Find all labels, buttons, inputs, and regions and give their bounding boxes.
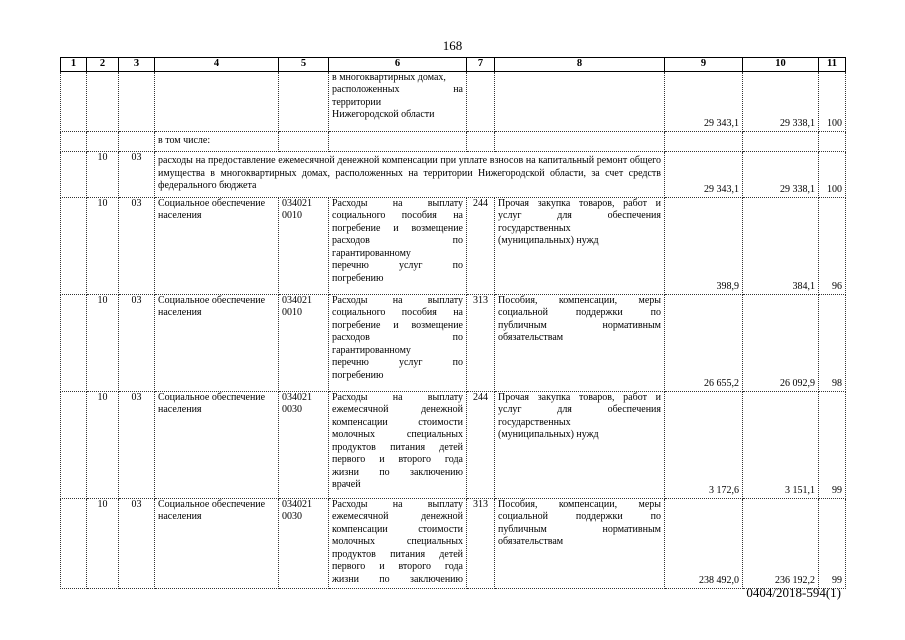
expense-description: в многоквартирных домах, расположенных на территории Нижегородской области: [329, 71, 467, 131]
amount-planned: 3 172,6: [665, 391, 743, 498]
percent-executed: 100: [819, 71, 846, 131]
target-article-code: 034021 0010: [279, 197, 329, 294]
header-cell: 2: [87, 58, 119, 72]
expense-type-name: Прочая закупка товаров, работ и услуг для обеспечения государственных (муниципальных) нужд: [495, 391, 665, 498]
expense-type-name: Пособия, компенсации, меры социальной поддержки по публичным нормативным обязательствам: [495, 498, 665, 588]
header-cell: 6: [329, 58, 467, 72]
percent-executed: 98: [819, 294, 846, 391]
expense-type-code: 313: [467, 294, 495, 391]
table-row: [61, 498, 846, 588]
subsection-code: 03: [119, 151, 155, 197]
amount-actual: 29 338,1: [743, 71, 819, 131]
percent-executed: 99: [819, 391, 846, 498]
table-row: [61, 71, 846, 131]
amount-actual: 236 192,2: [743, 498, 819, 588]
amount-actual: 384,1: [743, 197, 819, 294]
expense-description: расходы на предоставление ежемесячной денежной компенсации при уплате взносов на капитальный ремонт общего имущества в многоквартирных домах, расположенных на территории Нижегородской области, за счет средств федерального бюджета: [155, 151, 665, 197]
section-code: 10: [87, 294, 119, 391]
amount-planned: 398,9: [665, 197, 743, 294]
table-row: [61, 151, 846, 197]
page-number: 168: [442, 38, 463, 53]
expense-description: Расходы на выплату ежемесячной денежной компенсации стоимости молочных специальных продуктов питания детей первого и второго года жизни по заключению: [329, 498, 467, 588]
expense-description: Расходы на выплату социального пособия на погребение и возмещение расходов по гарантированному перечню услуг по погребению: [329, 294, 467, 391]
section-code: 10: [87, 391, 119, 498]
table-row: [61, 131, 846, 151]
header-row: [61, 58, 846, 72]
section-name: Социальное обеспечение населения: [155, 498, 279, 588]
section-name: Социальное обеспечение населения: [155, 294, 279, 391]
target-article-code: 034021 0030: [279, 498, 329, 588]
section-code: 10: [87, 197, 119, 294]
percent-executed: 100: [819, 151, 846, 197]
table-row: [61, 391, 846, 498]
header-cell: 11: [819, 58, 846, 72]
subsection-code: 03: [119, 391, 155, 498]
expense-type-name: Прочая закупка товаров, работ и услуг для обеспечения государственных (муниципальных) нужд: [495, 197, 665, 294]
table-row: [61, 294, 846, 391]
subsection-code: 03: [119, 498, 155, 588]
budget-table-container: [60, 57, 845, 586]
amount-actual: 3 151,1: [743, 391, 819, 498]
target-article-code: 034021 0010: [279, 294, 329, 391]
header-cell: 1: [61, 58, 87, 72]
amount-planned: 29 343,1: [665, 151, 743, 197]
expense-type-code: 244: [467, 391, 495, 498]
amount-planned: 238 492,0: [665, 498, 743, 588]
header-cell: 4: [155, 58, 279, 72]
header-cell: 10: [743, 58, 819, 72]
subsection-code: 03: [119, 294, 155, 391]
header-cell: 8: [495, 58, 665, 72]
document-code: 0404/2018-594(1): [746, 585, 841, 600]
amount-planned: 29 343,1: [665, 71, 743, 131]
section-code: 10: [87, 498, 119, 588]
target-article-code: 034021 0030: [279, 391, 329, 498]
percent-executed: 99: [819, 498, 846, 588]
section-code: 10: [87, 151, 119, 197]
budget-table: [60, 57, 846, 589]
expense-type-code: 313: [467, 498, 495, 588]
header-cell: 5: [279, 58, 329, 72]
section-name: Социальное обеспечение населения: [155, 197, 279, 294]
header-cell: 7: [467, 58, 495, 72]
subsection-code: 03: [119, 197, 155, 294]
section-name: Социальное обеспечение населения: [155, 391, 279, 498]
header-cell: 9: [665, 58, 743, 72]
expense-description: Расходы на выплату ежемесячной денежной компенсации стоимости молочных специальных продуктов питания детей первого и второго года жизни по заключению врачей: [329, 391, 467, 498]
table-row: [61, 197, 846, 294]
expense-type-code: 244: [467, 197, 495, 294]
amount-planned: 26 655,2: [665, 294, 743, 391]
percent-executed: 96: [819, 197, 846, 294]
expense-type-name: Пособия, компенсации, меры социальной поддержки по публичным нормативным обязательствам: [495, 294, 665, 391]
amount-actual: 29 338,1: [743, 151, 819, 197]
amount-actual: 26 092,9: [743, 294, 819, 391]
subtotal-label: в том числе:: [155, 131, 279, 151]
header-cell: 3: [119, 58, 155, 72]
expense-description: Расходы на выплату социального пособия на погребение и возмещение расходов по гарантированному перечню услуг по погребению: [329, 197, 467, 294]
